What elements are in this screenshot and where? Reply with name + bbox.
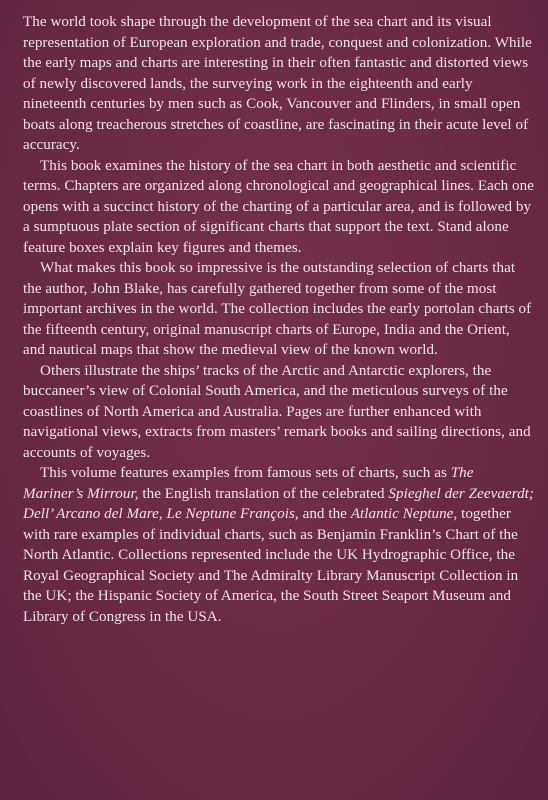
title-atlantic-neptune: Atlantic Neptune: [350, 506, 454, 522]
paragraph-book-overview: This book examines the history of the sea chart in both aesthetic and scientific terms. Chapters are organized along chronological and geographical lines. Each one opens with a succinct history of the charting of a particular area, and is followed by a sumptuous plate section of significant charts that support the text. Stand alone feature boxes explain key figures and themes.: [23, 157, 534, 256]
paragraph-intro: The world took shape through the development of the sea chart and its visual representation of European exploration and trade, conquest and colonization. While the early maps and charts are interesting in their often fantastic and distorted views of newly discovered lands, the surveying work in the eighteenth and early nineteenth centuries by men such as Cook, Vancouver and Flinders, in small open boats along treacherous stretches of coastline, are fascinating in their acute level of accuracy.: [23, 14, 532, 153]
paragraph-volume-features: [23, 463, 534, 627]
paragraph-explorers: Others illustrate the ships’ tracks of the Arctic and Antarctic explorers, the buccaneer’s view of Colonial South America, and the meticulous surveys of the coastlines of North America and Australia. Pages are further enhanced with navigational views, extracts from masters’ remark books and sailing directions, and accounts of voyages.: [23, 362, 531, 461]
text-run: the English translation of the celebrated: [138, 485, 389, 502]
text-run: and the: [298, 506, 351, 522]
text-run: This volume features examples from famous sets of charts, such as: [40, 465, 451, 481]
text-run: , together with rare examples of individual charts, such as Benjamin Franklin’s Chart of the North Atlantic. Collections represented include the UK Hydrographic Office, the Royal Geographical Society and The Admiralty Library Manuscript Collection in the UK; the Hispanic Society of America, the South Street Seaport Museum and Library of Congress in the USA.: [23, 506, 519, 625]
title-mariners-mirrour: The Mariner’s Mirrour,: [23, 465, 474, 502]
paragraph-chart-selection: What makes this book so impressive is the outstanding selection of charts that the author, John Blake, has carefully gathered together from some of the most important archives in the world. The collection includes the early portolan charts of the fifteenth century, original manuscript charts of Europe, India and the Orient, and nautical maps that show the medieval view of the known world.: [23, 260, 532, 358]
title-spieghel-arcano-neptune: Spieghel der Zeevaerdt; Dell’ Arcano del Mare, Le Neptune François,: [23, 485, 534, 522]
